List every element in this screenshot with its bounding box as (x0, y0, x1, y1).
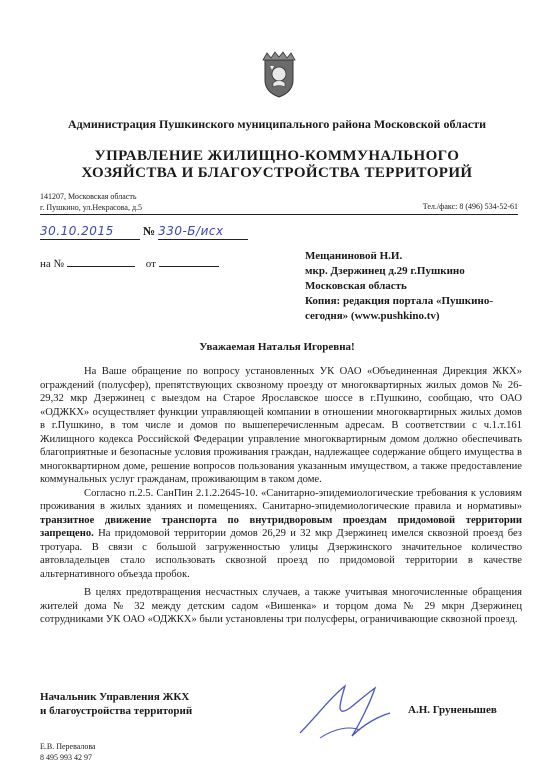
ref-number-blank (67, 256, 135, 267)
paragraph-2-start: Согласно п.2.5. СанПин 2.1.2.2645-10. «Санитарно-эпидемиологические требования к условиям проживания в жилых зданиях и помещениях. Санитарно-эпидемиологические правила и нормативы» (40, 487, 522, 512)
body-paragraph-3: В целях предотвращения несчастных случаев, а также учитывая многочисленные обращения жителей дома № 32 между детским садом «Вишенка» и торцом дома № 29 мкрн Дзержинец сотрудниками УК ОАО «ОДЖКХ» были установлены три полусферы, ограничивающие сквозной проезд. (40, 587, 522, 625)
reference-line (40, 256, 219, 270)
recipient-name: Мещаниновой Н.И. (305, 250, 403, 262)
salutation: Уважаемая Наталья Игоревна! (199, 341, 355, 353)
administration-title: Администрация Пушкинского муниципального района Московской области (67, 117, 487, 131)
address-line-2: г. Пушкино, ул.Некрасова, д.5 (40, 203, 143, 212)
paragraph-2-bold: транзитное движение транспорта по внутридворовым проездам придомовой территории запрещено. (40, 514, 522, 539)
ref-from-label: от (145, 258, 156, 270)
executor-phone: 8 495 993 42 97 (40, 753, 92, 762)
ref-number-label: на № (40, 258, 65, 270)
executor-info (40, 741, 96, 763)
header-divider (40, 214, 518, 215)
paragraph-2-end: На придомовой территории домов 26,29 и 32 мкр Дзержинец имелся сквозной проезд без тротуара. В связи с большой загруженностью улицы Дзержинского значительное количество автовладельцев стало использовать сквозной проезд по придомовой территории в качестве альтернативного объезда пробок. (40, 528, 522, 580)
recipient-address: мкр. Дзержинец д.29 г.Пушкино (305, 265, 465, 277)
position-line-2: и благоустройства территорий (40, 705, 193, 717)
department-title (0, 148, 554, 182)
number-label: № (143, 224, 156, 238)
outgoing-date: 30.10.2015 (40, 224, 114, 238)
outgoing-date-number (40, 224, 248, 240)
handwritten-signature (290, 678, 400, 748)
executor-name: Е.В. Перевалова (40, 742, 96, 751)
address-line-1: 141207, Московская область (40, 192, 137, 201)
coat-of-arms-emblem (259, 50, 299, 100)
signatory-name: А.Н. Груненышев (408, 704, 497, 716)
recipient-copy: Копия: редакция портала «Пушкино-сегодня» (www.pushkino.tv) (305, 295, 493, 322)
body-paragraph-2 (40, 487, 522, 582)
letter-body (40, 365, 522, 627)
body-paragraph-1: На Ваше обращение по вопросу установленных УК ОАО «Объединенная Дирекция ЖКХ» ограждений (полусфер), препятствующих сквозному проезду от многоквартирных жилых домов № 26-29,32 мкр Дзержинец с выездом на Старое Ярославское шоссе в г.Пушкино, сообщаю, что ОАО «ОДЖКХ» осуществляет функции управляющей компании в отношении многоквартирных жилых домов в г.Пушкино, в том числе и домов по вышеперечисленным адресам. В соответствии с ч.1.т.161 Жилищного кодекса Российской Федерации управление многоквартирным домом должно обеспечивать благоприятные и безопасные условия проживания граждан, надлежащее содержание общего имущества в многоквартирном доме, решение вопросов пользования указанным имуществом, а также предоставление коммунальных услуг гражданам, проживающим в таком доме. (40, 366, 522, 485)
ref-date-blank (159, 256, 219, 267)
recipient-block (305, 249, 525, 324)
position-line-1: Начальник Управления ЖКХ (40, 691, 190, 703)
recipient-region: Московская область (305, 280, 407, 292)
department-title-line-1: УПРАВЛЕНИЕ ЖИЛИЩНО-КОММУНАЛЬНОГО (94, 148, 460, 164)
phone-fax: Тел./факс: 8 (496) 534-52-61 (422, 202, 518, 211)
department-title-line-2: ХОЗЯЙСТВА И БЛАГОУСТРОЙСТВА ТЕРРИТОРИЙ (81, 165, 473, 181)
sender-address (40, 191, 142, 213)
outgoing-number: 330-Б/исх (158, 224, 224, 238)
signatory-position (40, 690, 192, 718)
